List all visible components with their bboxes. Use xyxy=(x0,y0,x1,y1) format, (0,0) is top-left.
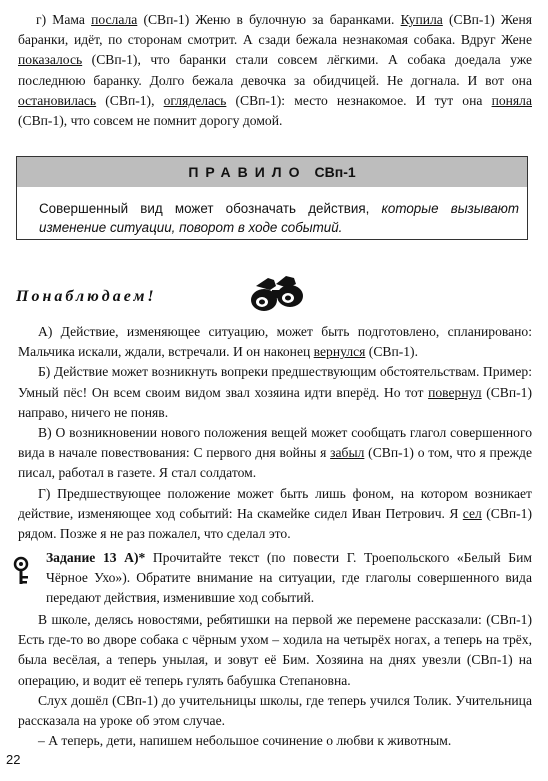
underlined-verb: Купила xyxy=(400,12,443,27)
text-run: (СВп-1): место незнакомое. И тут она xyxy=(226,92,492,108)
underlined-verb: сел xyxy=(462,505,482,521)
underlined-verb: послала xyxy=(91,12,138,27)
page-number: 22 xyxy=(6,752,21,767)
task-label: Задание 13 А)* xyxy=(46,550,146,565)
observation-b xyxy=(18,362,532,423)
text-run: г) Мама xyxy=(36,12,92,27)
rule-box xyxy=(16,156,528,240)
story-excerpt xyxy=(18,610,532,751)
text-run: (СВп-1). xyxy=(365,344,418,360)
key-icon xyxy=(12,556,38,586)
underlined-verb: показалось xyxy=(18,52,83,68)
text-run: (СВп-1) рядом. Позже я не раз пожалел, что сделал это. xyxy=(18,505,533,542)
text-run: Г) Предшествующее положение может быть лишь фоном, на котором возникает действие, изменяющее ход событий: На скамейке сидел Иван Петрович. Я xyxy=(18,485,532,521)
observation-g xyxy=(18,484,532,545)
binoculars-icon xyxy=(246,272,308,314)
text-run: (СВп-1) направо, ничего не поняв. xyxy=(18,384,532,420)
underlined-verb: повернул xyxy=(428,384,482,400)
underlined-verb: остановилась xyxy=(18,92,97,108)
observe-heading: Понаблюдаем! xyxy=(16,288,157,305)
text-run: (СВп-1), xyxy=(96,92,164,108)
underlined-verb: поняла xyxy=(491,92,532,108)
story-paragraph: – А теперь, дети, напишем небольшое сочинение о любви к животным. xyxy=(38,733,452,749)
underlined-verb: вернулся xyxy=(313,344,366,360)
underlined-verb: забыл xyxy=(330,445,365,461)
rule-code: СВп-1 xyxy=(314,164,356,180)
rule-header xyxy=(17,157,527,187)
rule-title: ПРАВИЛО xyxy=(188,164,307,180)
story-paragraph: Слух дошёл (СВп-1) до учительницы школы, где теперь учился Толик. Учительница рассказала на уроке об этом случае. xyxy=(18,692,532,729)
rule-text-plain: Совершенный вид может обозначать действия, xyxy=(39,201,382,216)
story-paragraph: В школе, делясь новостями, ребятишки на первой же перемене рассказали: (СВп-1) Есть где-то во дворе собака с чёрным ухом – ходила на четырёх ногах, а теперь на трёх, была весёлая, а теперь унылая, и зовут её Бим. Хозяина на днях увезли (СВп-1) на операцию, и водит её теперь гулять бабушка Степановна. xyxy=(18,612,532,688)
text-run: А) Действие, изменяющее ситуацию, может быть подготовлено, спланировано: Мальчика искали, ждали, встречали. И он наконец xyxy=(18,324,532,360)
text-run: (СВп-1) Женя баранки, идёт, по сторонам смотрит. А сзади бежала незнакомая собака. Вдруг Жене xyxy=(18,12,532,48)
text-run: (СВп-1) Женю в булочную за баранками. xyxy=(137,12,401,27)
rule-text xyxy=(39,199,519,237)
underlined-verb: огляделась xyxy=(163,92,227,108)
text-run: В) О возникновении нового положения вещей может сообщать глагол совершенного вида в начале повествования: С первого дня войны я xyxy=(18,425,532,461)
observation-v xyxy=(18,423,532,484)
text-run: (СВп-1), что баранки стали совсем лёгкими. А собака доедала уже последнюю баранку. Долго бежала девочка за обидчицей. Не догнала. И вот она xyxy=(18,52,532,88)
text-run: Б) Действие может возникнуть вопреки предшествующим обстоятельствам. Пример: Умный пёс! Он всем своим видом звал хозяина идти вперёд. Но тот xyxy=(18,364,532,400)
observation-a xyxy=(18,322,532,362)
rule-text-italic: которые вызывают изменение ситуации, поворот в ходе событий. xyxy=(39,201,520,235)
task-13 xyxy=(46,548,532,609)
text-run: (СВп-1) о том, что я прежде писал, работал в газете. Я стал солдатом. xyxy=(18,445,532,481)
task-text: Прочитайте текст (по повести Г. Троепольского «Белый Бим Чёрное Ухо»). Обратите внимание на ситуации, где глаголы совершенного вида передают действия, изменившие ход событий. xyxy=(46,550,532,606)
observations xyxy=(18,322,532,544)
text-run: (СВп-1), что совсем не помнит дорогу домой. xyxy=(18,113,283,129)
paragraph-g xyxy=(18,10,532,131)
